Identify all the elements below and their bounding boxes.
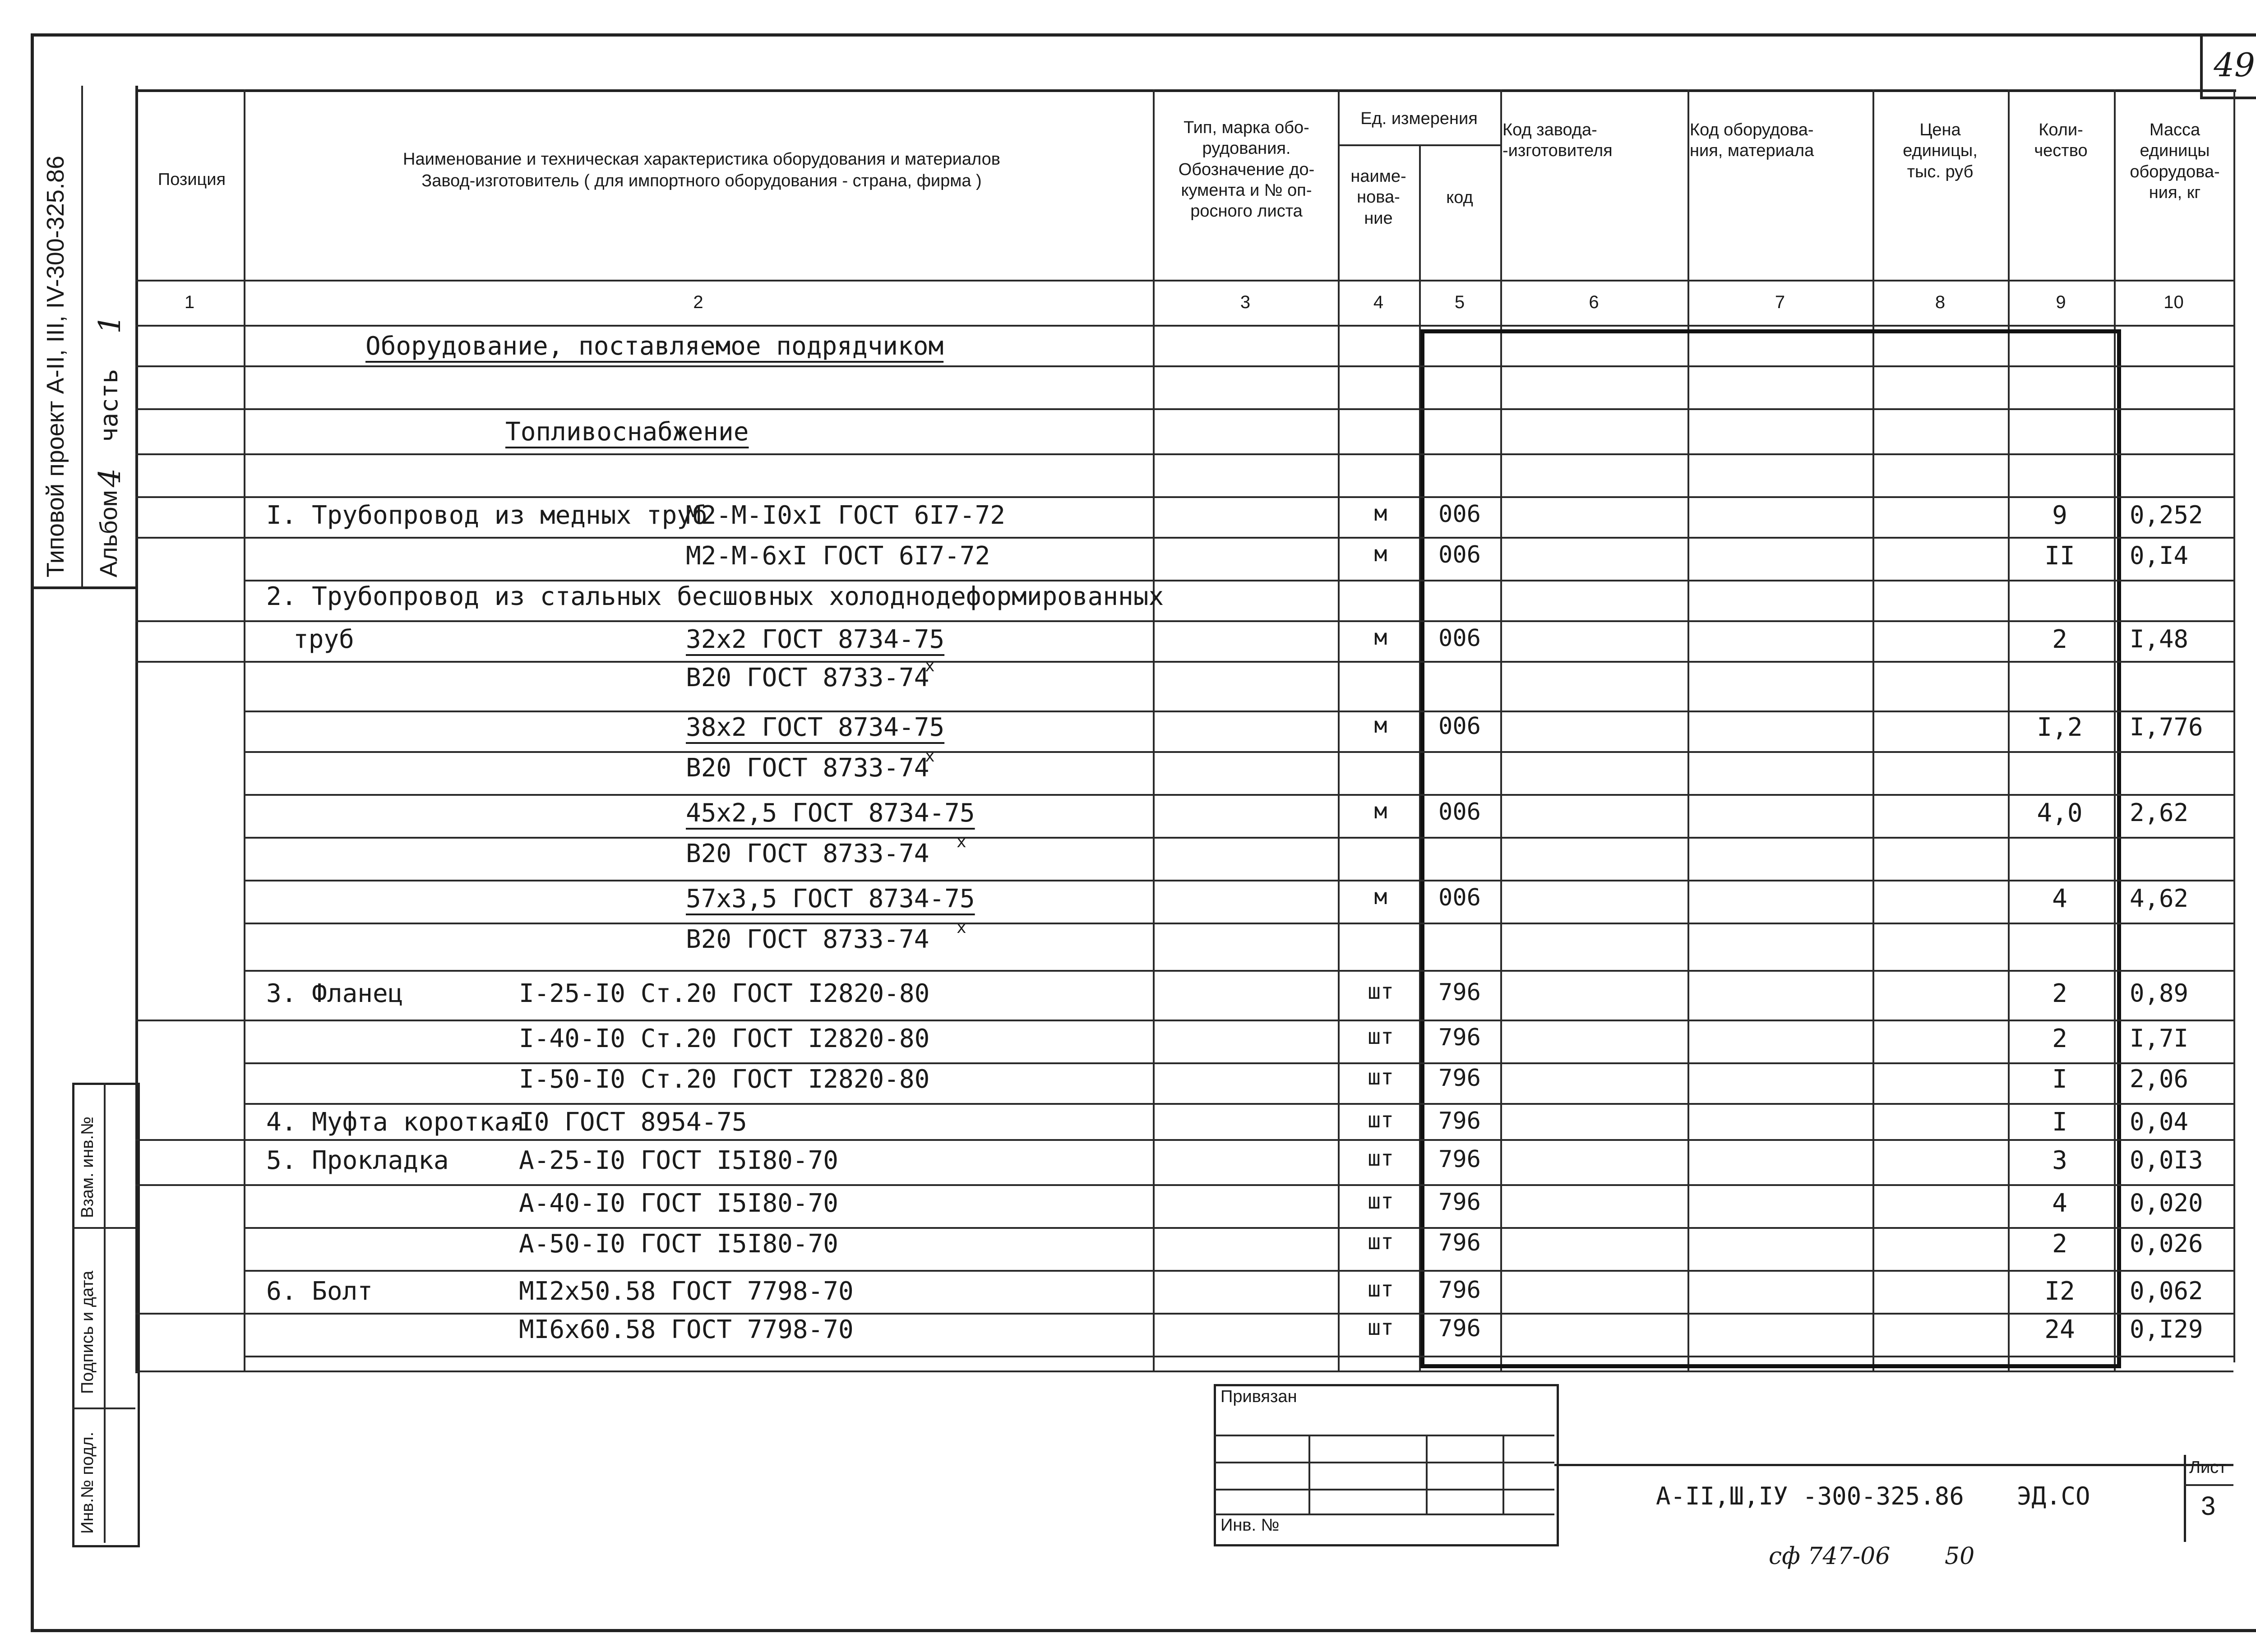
- col-line-10: [2233, 280, 2235, 1362]
- row-quantity: 24: [2044, 1315, 2075, 1344]
- row-superscript: х: [957, 918, 966, 937]
- row-unit: шт: [1368, 1024, 1394, 1049]
- colnum-5: 5: [1454, 292, 1465, 312]
- row-item-name: 2. Трубопровод из стальных бесшовных холоднодеформированных: [266, 582, 1164, 611]
- row-item-name: 4. Муфта короткая: [266, 1107, 525, 1137]
- row-quantity: I: [2052, 1065, 2067, 1094]
- header-equipment-code: Код оборудова- ния, материала: [1690, 120, 1814, 161]
- row-item-spec: 38х2 ГОСТ 8734-75: [686, 713, 945, 742]
- row-unit: шт: [1368, 1107, 1394, 1133]
- row-separator: [244, 1270, 2233, 1272]
- row-unit: м: [1374, 713, 1387, 738]
- row-separator: [244, 880, 2233, 881]
- unit-header-sep: [1338, 144, 1500, 146]
- row-item-spec: 45х2,5 ГОСТ 8734-75: [686, 798, 975, 828]
- colnum-2: 2: [693, 292, 703, 312]
- row-sep-title-2: [135, 408, 2233, 410]
- header-unit: Ед. измерения: [1360, 109, 1478, 128]
- header-unit-code: код: [1446, 188, 1473, 207]
- row-separator: [135, 1139, 2233, 1141]
- col-line-2: [1153, 89, 1155, 1371]
- colnum-1: 1: [184, 292, 195, 312]
- stamp-signature-date: Подпись и дата: [78, 1270, 97, 1394]
- row-quantity: 2: [2052, 1229, 2067, 1259]
- row-unit: шт: [1368, 1146, 1394, 1171]
- row-separator: [244, 1227, 2233, 1229]
- col-line-3: [1338, 89, 1340, 1371]
- row-unit-code: 796: [1438, 1065, 1481, 1092]
- row-mass: 0,I29: [2130, 1315, 2203, 1343]
- row-unit-code: 006: [1438, 798, 1481, 826]
- header-mass: Масса единицы оборудова- ния, кг: [2130, 120, 2220, 203]
- row-unit-code: 796: [1438, 1146, 1481, 1173]
- row-mass: 0,062: [2130, 1277, 2203, 1305]
- bound-vline-2: [1426, 1435, 1428, 1514]
- row-item-spec: I-50-I0 Ст.20 ГОСТ I2820-80: [519, 1065, 930, 1094]
- row-mass: 0,026: [2130, 1229, 2203, 1258]
- row-unit-code: 796: [1438, 1024, 1481, 1051]
- row-item-spec: I-40-I0 Ст.20 ГОСТ I2820-80: [519, 1024, 930, 1053]
- header-unit-name: наиме- нова- ние: [1350, 167, 1406, 228]
- row-separator: [135, 661, 2233, 663]
- row-unit: шт: [1368, 1065, 1394, 1090]
- row-unit-code: 796: [1438, 1277, 1481, 1304]
- row-superscript: х: [925, 657, 935, 675]
- row-unit: шт: [1368, 979, 1394, 1004]
- row-mass: I,48: [2130, 625, 2189, 653]
- row-mass: 2,62: [2130, 798, 2189, 827]
- row-separator: [135, 1184, 2233, 1186]
- header-factory-code: Код завода- -изготовителя: [1502, 120, 1613, 161]
- row-item-spec: В20 ГОСТ 8733-74: [686, 663, 929, 692]
- row-unit: м: [1374, 501, 1387, 526]
- colnum-10: 10: [2164, 292, 2184, 312]
- subsection-title: Топливоснабжение: [505, 417, 749, 447]
- sheet-label: Лист: [2189, 1458, 2227, 1477]
- row-quantity: II: [2044, 541, 2075, 571]
- row-quantity: 9: [2052, 501, 2067, 530]
- row-mass: I,7I: [2130, 1024, 2189, 1052]
- row-sep-title-3: [135, 453, 2233, 455]
- colnum-6: 6: [1589, 292, 1599, 312]
- side-part-number: 1: [92, 315, 127, 334]
- stamp-replace-inv: Взам. инв.№: [78, 1117, 97, 1218]
- row-item-name: 5. Прокладка: [266, 1146, 449, 1175]
- side-title-divider: [81, 86, 83, 586]
- colnum-3: 3: [1240, 292, 1251, 312]
- row-item-spec: М2-М-I0хI ГОСТ 6I7-72: [686, 501, 1006, 530]
- row-item-spec: А-25-I0 ГОСТ I5I80-70: [519, 1146, 839, 1175]
- row-quantity: I2: [2044, 1277, 2075, 1306]
- row-quantity: I,2: [2037, 713, 2083, 742]
- row-quantity: 2: [2052, 979, 2067, 1008]
- stamps-sep-2: [72, 1407, 135, 1409]
- archive-number: сф 747-06: [1769, 1543, 1891, 1570]
- archive-page: 50: [1945, 1543, 1975, 1570]
- stamps-sep-1: [72, 1227, 135, 1229]
- row-item-name: 3. Фланец: [266, 979, 403, 1008]
- row-separator: [135, 1020, 2233, 1021]
- row-unit-code: 796: [1438, 1315, 1481, 1342]
- row-quantity: 4: [2052, 884, 2067, 914]
- row-separator: [244, 794, 2233, 796]
- row-separator: [244, 970, 2233, 972]
- row-item-spec: М2-М-6хI ГОСТ 6I7-72: [686, 541, 990, 571]
- row-mass: 0,020: [2130, 1189, 2203, 1217]
- row-separator: [135, 620, 2233, 622]
- row-separator: [244, 1103, 2233, 1105]
- header-bottom-line: [135, 280, 2233, 281]
- row-item-spec: I0 ГОСТ 8954-75: [519, 1107, 747, 1137]
- row-separator: [244, 1356, 2233, 1357]
- row-unit: шт: [1368, 1277, 1394, 1302]
- side-album-label: Альбом: [95, 490, 122, 577]
- row-separator: [135, 537, 2233, 539]
- row-item-spec: 32х2 ГОСТ 8734-75: [686, 625, 945, 654]
- row-unit: шт: [1368, 1315, 1394, 1340]
- side-part-label: часть: [95, 369, 123, 442]
- row-quantity: 4: [2052, 1189, 2067, 1218]
- row-mass: 0,04: [2130, 1107, 2189, 1136]
- row-item-spec: I-25-I0 Ст.20 ГОСТ I2820-80: [519, 979, 930, 1008]
- row-unit-code: 796: [1438, 1107, 1481, 1135]
- colnum-7: 7: [1775, 292, 1785, 312]
- row-separator: [244, 580, 2233, 581]
- row-quantity: 2: [2052, 625, 2067, 654]
- header-price: Цена единицы, тыс. руб: [1903, 120, 1978, 181]
- row-item-spec: В20 ГОСТ 8733-74: [686, 753, 929, 783]
- row-mass: 2,06: [2130, 1065, 2189, 1093]
- row-unit-code: 006: [1438, 501, 1481, 528]
- row-separator: [135, 1313, 2233, 1315]
- row-separator: [244, 1062, 2233, 1064]
- row-unit-code: 006: [1438, 541, 1481, 568]
- side-stamps-divider: [104, 1083, 106, 1543]
- header-quantity: Коли- чество: [2034, 120, 2088, 161]
- designation: А-II,Ш,IУ -300-325.86: [1656, 1482, 1964, 1510]
- side-project-text: Типовой проект А-II, III, IV-300-325.86: [42, 156, 69, 577]
- row-separator: [244, 837, 2233, 839]
- row-unit: шт: [1368, 1229, 1394, 1255]
- row-mass: 0,252: [2130, 501, 2203, 529]
- col-line-1: [244, 89, 245, 1371]
- row-item-spec: МI2х50.58 ГОСТ 7798-70: [519, 1277, 854, 1306]
- header-position: Позиция: [157, 170, 226, 189]
- row-item-spec: В20 ГОСТ 8733-74: [686, 839, 929, 868]
- row-sep-title-4: [135, 496, 2233, 498]
- colnum-9: 9: [2056, 292, 2066, 312]
- row-unit-code: 796: [1438, 1229, 1481, 1256]
- row-mass: 0,I4: [2130, 541, 2189, 570]
- header-name-2: Завод-изготовитель ( для импортного оборудования - страна, фирма ): [421, 171, 982, 190]
- section-title: Оборудование, поставляемое подрядчиком: [365, 332, 944, 361]
- row-item-spec: А-50-I0 ГОСТ I5I80-70: [519, 1229, 839, 1259]
- colnum-4: 4: [1373, 292, 1384, 312]
- row-unit-code: 796: [1438, 979, 1481, 1006]
- row-item-spec: В20 ГОСТ 8733-74: [686, 925, 929, 954]
- header-type: Тип, марка обо- рудования. Обозначение до- кумента и № оп- росного листа: [1178, 118, 1315, 221]
- row-unit: м: [1374, 625, 1387, 650]
- row-unit-code: 006: [1438, 625, 1481, 652]
- row-quantity: 4,0: [2037, 798, 2083, 828]
- sheet-box-sep: [2184, 1484, 2233, 1486]
- row-unit: м: [1374, 798, 1387, 824]
- row-unit-code: 006: [1438, 713, 1481, 740]
- inv-label: Инв. №: [1220, 1516, 1280, 1535]
- row-superscript: х: [925, 747, 935, 766]
- row-separator: [244, 923, 2233, 924]
- table-bottom-line: [135, 1371, 2233, 1372]
- colnum-8: 8: [1935, 292, 1946, 312]
- row-mass: 0,0I3: [2130, 1146, 2203, 1174]
- row-item-name: I. Трубопровод из медных труб: [266, 501, 707, 530]
- row-unit: м: [1374, 541, 1387, 567]
- sheet-value: 3: [2201, 1491, 2216, 1521]
- sheet-number: 49: [2200, 33, 2256, 99]
- row-sep-title-1: [135, 365, 2233, 367]
- row-mass: I,776: [2130, 713, 2203, 741]
- row-separator: [244, 711, 2233, 712]
- bound-line-4: [1214, 1514, 1554, 1515]
- row-item-name: труб: [293, 625, 354, 654]
- row-item-spec: 57х3,5 ГОСТ 8734-75: [686, 884, 975, 914]
- row-unit: м: [1374, 884, 1387, 909]
- row-unit-code: 796: [1438, 1189, 1481, 1216]
- colnum-bottom-line: [135, 325, 2233, 327]
- row-quantity: 3: [2052, 1146, 2067, 1175]
- doc-code: ЭД.СО: [2017, 1482, 2090, 1510]
- row-item-spec: А-40-I0 ГОСТ I5I80-70: [519, 1189, 839, 1218]
- row-mass: 4,62: [2130, 884, 2189, 913]
- row-quantity: 2: [2052, 1024, 2067, 1053]
- stamp-orig-inv: Инв.№ подл.: [78, 1431, 97, 1534]
- row-quantity: I: [2052, 1107, 2067, 1137]
- row-unit: шт: [1368, 1189, 1394, 1214]
- side-album-number: 4: [92, 468, 127, 487]
- bound-label: Привязан: [1220, 1387, 1297, 1406]
- row-mass: 0,89: [2130, 979, 2189, 1007]
- row-superscript: х: [957, 833, 966, 851]
- row-separator: [244, 751, 2233, 753]
- bound-vline-1: [1308, 1435, 1310, 1514]
- row-item-name: 6. Болт: [266, 1277, 373, 1306]
- row-unit-code: 006: [1438, 884, 1481, 911]
- bound-vline-3: [1502, 1435, 1504, 1514]
- row-item-spec: МI6х60.58 ГОСТ 7798-70: [519, 1315, 854, 1344]
- header-name: Наименование и техническая характеристика оборудования и материалов: [403, 150, 1000, 169]
